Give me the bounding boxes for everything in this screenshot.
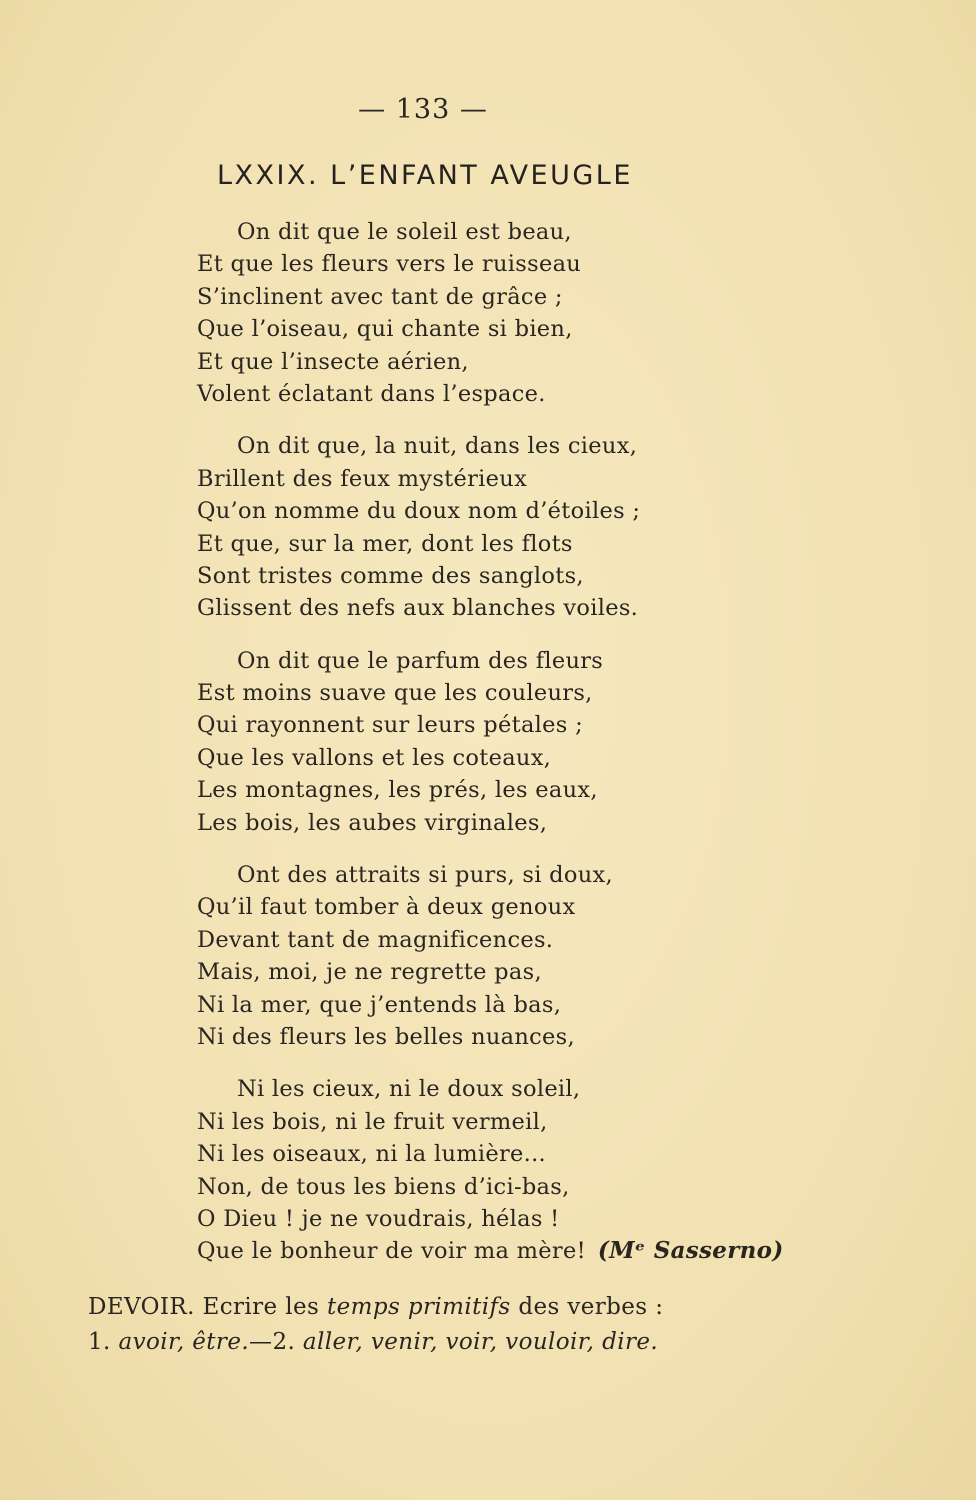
poem	[197, 216, 817, 1288]
verb-group: avoir, être.	[118, 1329, 250, 1355]
verb-group: aller, venir, voir, vouloir, dire.	[302, 1329, 659, 1355]
poem-title: LXXIX. L’ENFANT AVEUGLE	[217, 160, 633, 191]
exercise-text: Ecrire les	[194, 1294, 327, 1320]
exercise-number: —2.	[249, 1329, 303, 1355]
poem-line: Les montagnes, les prés, les eaux,	[197, 777, 598, 804]
poem-line: Mais, moi, je ne regrette pas,	[197, 959, 542, 986]
poem-line: Que les vallons et les coteaux,	[197, 744, 552, 771]
poem-line: Ni la mer, que j’entends là bas,	[197, 991, 562, 1018]
stanza	[197, 859, 817, 1053]
poem-line: On dit que le parfum des fleurs	[237, 647, 604, 674]
poem-line: Sont tristes comme des sanglots,	[197, 562, 584, 589]
poem-line: Et que, sur la mer, dont les flots	[197, 530, 573, 557]
poem-line: Glissent des nefs aux blanches voiles.	[197, 595, 639, 622]
exercise-number: 1.	[88, 1329, 119, 1355]
stanza	[197, 216, 817, 410]
poem-line: Devant tant de magnificences.	[197, 926, 554, 953]
poem-line: Ni des fleurs les belles nuances,	[197, 1023, 575, 1050]
poem-line: O Dieu ! je ne voudrais, hélas !	[197, 1205, 560, 1232]
poem-line: Volent éclatant dans l’espace.	[197, 380, 546, 407]
exercise-text: des verbes :	[510, 1294, 664, 1320]
poem-line: S’inclinent avec tant de grâce ;	[197, 283, 563, 310]
exercise	[88, 1290, 788, 1360]
poem-line: Ont des attraits si purs, si doux,	[237, 862, 613, 889]
author-attribution: (Mᵉ Sasserno)	[597, 1237, 784, 1265]
exercise-emphasis: temps primitifs	[326, 1294, 511, 1320]
poem-line: Brillent des feux mystérieux	[197, 465, 528, 492]
poem-line: Est moins suave que les couleurs,	[197, 680, 593, 707]
exercise-line	[88, 1325, 788, 1360]
poem-line: Non, de tous les biens d’ici-bas,	[197, 1173, 570, 1200]
poem-line: Ni les cieux, ni le doux soleil,	[237, 1076, 581, 1103]
poem-line: Qui rayonnent sur leurs pétales ;	[197, 712, 583, 739]
poem-line: Qu’on nomme du doux nom d’étoiles ;	[197, 498, 641, 525]
stanza	[197, 430, 817, 624]
poem-line: On dit que le soleil est beau,	[237, 219, 572, 245]
poem-line: Les bois, les aubes virginales,	[197, 809, 548, 836]
poem-line: Que le bonheur de voir ma mère!	[197, 1238, 586, 1265]
poem-line-with-author	[197, 1235, 817, 1267]
poem-line: Que l’oiseau, qui chante si bien,	[197, 316, 573, 343]
poem-line: On dit que, la nuit, dans les cieux,	[237, 433, 638, 460]
exercise-line	[88, 1290, 788, 1325]
poem-line: Qu’il faut tomber à deux genoux	[197, 894, 576, 921]
page-number: — 133 —	[358, 94, 488, 125]
stanza	[197, 645, 817, 839]
poem-line: Ni les oiseaux, ni la lumière...	[197, 1141, 547, 1168]
poem-line: Et que les fleurs vers le ruisseau	[197, 251, 582, 278]
exercise-label: DEVOIR.	[88, 1294, 195, 1320]
stanza	[197, 1073, 817, 1267]
poem-line: Ni les bois, ni le fruit vermeil,	[197, 1108, 548, 1135]
poem-line: Et que l’insecte aérien,	[197, 348, 469, 375]
